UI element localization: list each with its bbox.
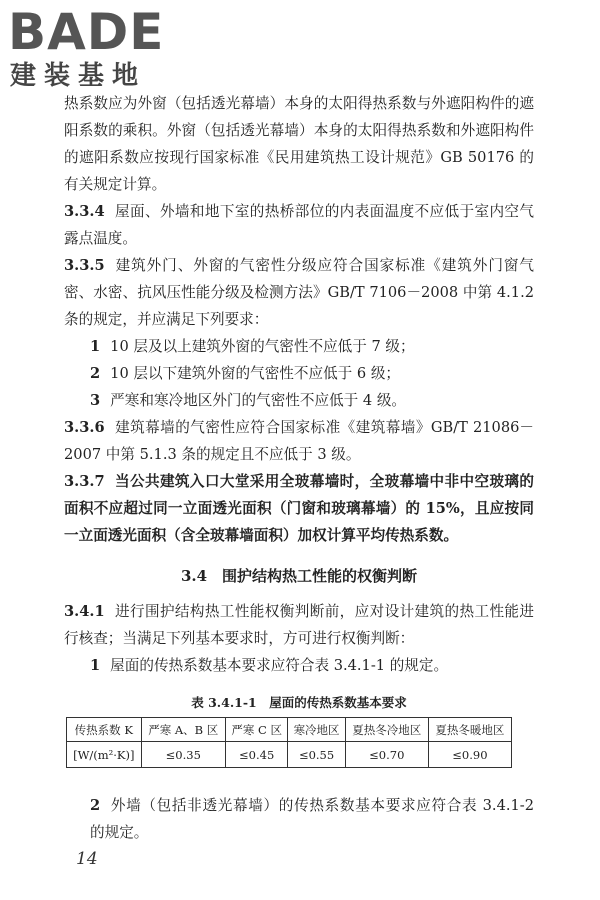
table-header-label: 传热系数 K	[67, 718, 142, 742]
table-header-cell: 严寒 C 区	[225, 718, 287, 742]
item-text: 10 层及以上建筑外窗的气密性不应低于 7 级；	[110, 338, 415, 355]
item-text: 严寒和寒冷地区外门的气密性不应低于 4 级。	[110, 392, 407, 409]
document-page	[64, 90, 534, 846]
item-number: 1	[90, 338, 101, 355]
table-cell: ≤0.70	[345, 742, 428, 768]
section-heading: 3.4 围护结构热工性能的权衡判断	[180, 567, 418, 585]
list-item	[64, 792, 534, 846]
item-number: 1	[90, 657, 101, 674]
clause-text: 当公共建筑入口大堂采用全玻幕墙时，全玻幕墙中非中空玻璃的面积不应超过同一立面透光面积（门窗和玻璃幕墙）的 15%，且应按同一立面透光面积（含全玻幕墙面积）加权计算平均传热系数。	[64, 473, 534, 544]
table-cell: ≤0.55	[288, 742, 345, 768]
item-number: 2	[90, 365, 101, 382]
item-text: 10 层以下建筑外窗的气密性不应低于 6 级；	[110, 365, 401, 382]
heat-transfer-table	[66, 717, 512, 768]
clause-3-3-4	[64, 198, 534, 252]
table-cell: ≤0.90	[428, 742, 511, 768]
table-header-cell: 寒冷地区	[288, 718, 345, 742]
item-text: 外墙（包括非透光幕墙）的传热系数基本要求应符合表 3.4.1-2 的规定。	[90, 797, 534, 841]
item-text: 屋面的传热系数基本要求应符合表 3.4.1-1 的规定。	[110, 657, 449, 674]
table-cell: ≤0.35	[141, 742, 225, 768]
bade-logo	[6, 4, 176, 90]
clause-text: 进行围护结构热工性能权衡判断前，应对设计建筑的热工性能进行核查；当满足下列基本要求时，方可进行权衡判断：	[64, 603, 534, 647]
clause-number: 3.3.5	[64, 257, 105, 274]
list-item	[64, 360, 534, 387]
table-header-cell: 夏热冬冷地区	[345, 718, 428, 742]
clause-3-3-7	[64, 468, 534, 549]
clause-number: 3.3.7	[64, 473, 105, 490]
clause-number: 3.4.1	[64, 603, 105, 620]
table-header-cell: 夏热冬暖地区	[428, 718, 511, 742]
logo-wordmark: BADE	[8, 3, 165, 61]
clause-3-3-6	[64, 414, 534, 468]
clause-number: 3.3.4	[64, 203, 105, 220]
table-row	[67, 718, 512, 742]
table-row	[67, 742, 512, 768]
clause-3-4-1	[64, 598, 534, 652]
clause-3-3-5	[64, 252, 534, 333]
clause-text: 屋面、外墙和地下室的热桥部位的内表面温度不应低于室内空气露点温度。	[64, 203, 534, 247]
list-item	[64, 333, 534, 360]
clause-text: 建筑外门、外窗的气密性分级应符合国家标准《建筑外门窗气密、水密、抗风压性能分级及检测方法》GB/T 7106－2008 中第 4.1.2 条的规定，并应满足下列要求：	[64, 257, 534, 328]
page-number: 14	[76, 849, 98, 869]
item-number: 2	[90, 797, 101, 814]
logo-chinese-text: 建装基地	[10, 61, 147, 91]
table-caption: 表 3.4.1-1 屋面的传热系数基本要求	[191, 695, 407, 710]
clause-text: 建筑幕墙的气密性应符合国家标准《建筑幕墙》GB/T 21086－2007 中第 5.1.3 条的规定且不应低于 3 级。	[64, 419, 534, 463]
item-number: 3	[90, 392, 101, 409]
table-unit-label: [W/(m²·K)]	[67, 742, 142, 768]
list-item	[64, 387, 534, 414]
table-cell: ≤0.45	[225, 742, 287, 768]
paragraph-continuation: 热系数应为外窗（包括透光幕墙）本身的太阳得热系数与外遮阳构件的遮阳系数的乘积。外窗（包括透光幕墙）本身的太阳得热系数和外遮阳构件的遮阳系数应按现行国家标准《民用建筑热工设计规范》GB 50176 的有关规定计算。	[64, 95, 534, 193]
list-item	[64, 652, 534, 679]
clause-number: 3.3.6	[64, 419, 105, 436]
table-header-cell: 严寒 A、B 区	[141, 718, 225, 742]
